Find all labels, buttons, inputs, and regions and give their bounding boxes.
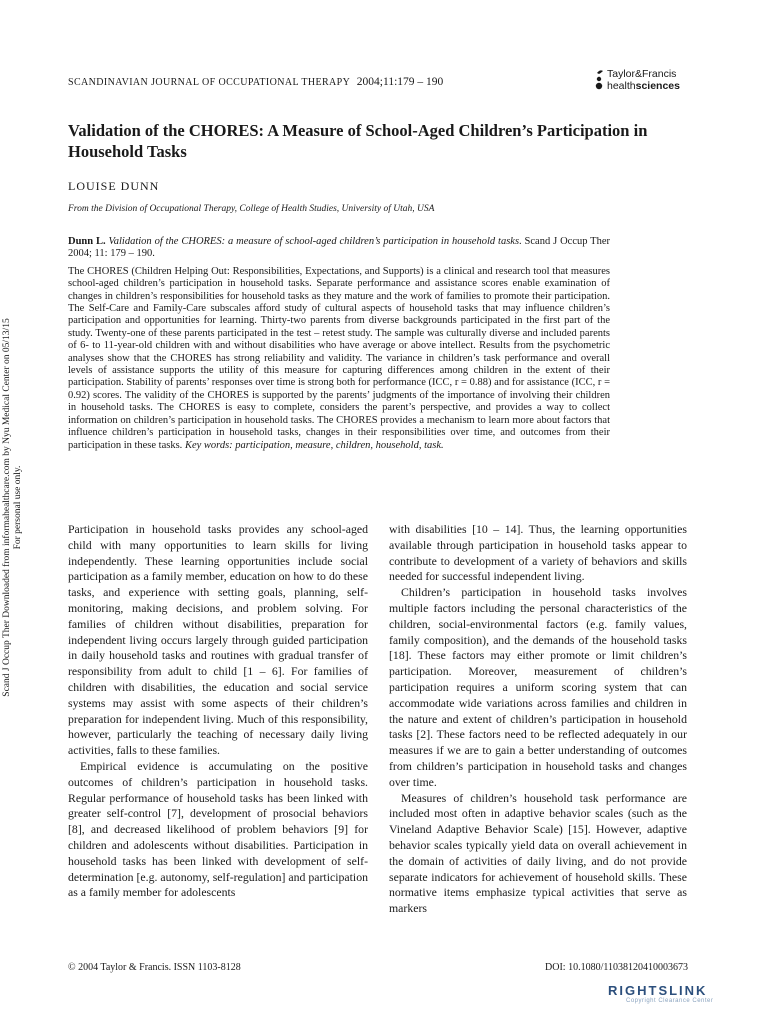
- body-column-right: [389, 522, 687, 917]
- download-watermark-line2: For personal use only.: [13, 465, 23, 550]
- publisher-name: Taylor&Francis: [607, 68, 677, 80]
- author-affiliation: From the Division of Occupational Therapy, College of Health Studies, University of Utah, USA: [68, 204, 435, 214]
- doi-link: DOI: 10.1080/11038120410003673: [545, 962, 688, 973]
- download-watermark-line1: Scand J Occup Ther Downloaded from informahealthcare.com by Nyu Medical Center on 05/13/15: [2, 318, 12, 697]
- journal-name: [68, 76, 443, 88]
- rightslink-wordmark: RIGHTSLINK: [608, 983, 708, 998]
- journal-title: SCANDINAVIAN JOURNAL OF OCCUPATIONAL THERAPY: [68, 77, 350, 88]
- rightslink-logo: [608, 983, 758, 1011]
- body-paragraph: Measures of children’s household task performance are included most often in adaptive behavior scales (such as the Vineland Adaptive Behavior Scale) [15]. However, adaptive behavior scales typically yield data on overall achievement in the domain of activities of daily living, and do not provide separate indicators for achievement of household skills. These normative items emphasize typical activities that serve as markers: [389, 790, 687, 916]
- publisher-imprint: healthsciences: [607, 80, 680, 92]
- download-watermark: [0, 295, 23, 725]
- abstract-keywords: Key words: participation, measure, children, household, task.: [184, 439, 444, 451]
- abstract: [68, 236, 610, 457]
- running-header: [68, 68, 688, 98]
- article-title: Validation of the CHORES: A Measure of School-Aged Children’s Participation in Household Tasks: [68, 121, 648, 161]
- body-paragraph: with disabilities [10 – 14]. Thus, the learning opportunities available through participation in household tasks appear to contribute to development of a variety of behaviors and skills needed for successful independent living.: [389, 522, 687, 584]
- article-author: LOUISE DUNN: [68, 179, 160, 193]
- abstract-body: The CHORES (Children Helping Out: Responsibilities, Expectations, and Supports) is a clinical and research tool that measures school-aged children’s participation in household tasks. Separate performance and assistance scores enable examination of changes in children’s responsibilities for household tasks as they mature and the work of families to promote their participation. The Self-Care and Family-Care subscales afford study of cultural aspects of household tasks that may influence children’s participation and opportunities for learning. Thirty-two parents from diverse backgrounds participated in the first part of the study. Twenty-one of these parents participated in the test – retest study. The sample was culturally diverse and included parents of 6- to 11-year-old children with and without disabilities who have average or above intellect. Results from the psychometric analyses show that the CHORES has strong reliability and validity. The variance in children’s task performance and overall levels of assistance supports the utility of this measure for capturing differences among children in the extent of their participation. Stability of parents’ responses over time is strong both for performance (ICC, r = 0.88) and for assistance (ICC, r = 0.92) scores. The validity of the CHORES is supported by the parents’ judgments of the importance of involving their children in household tasks. The CHORES is easy to complete, considers the parent’s perspective, and provides a way to collect information on children’s participation in household tasks. The CHORES provides a mechanism to learn more about factors that influence children’s participation in household tasks, changes in their responsibilities over time, and outcomes from their participation in these tasks. Key words: participation, measure, children, household, task.: [68, 265, 610, 451]
- body-paragraph: Empirical evidence is accumulating on the positive outcomes of children’s participation in household tasks. Regular performance of household tasks has been linked with greater self-control [7], development of prosocial behaviors [8], and decreased likelihood of problem behaviors [9] for children and adolescents without disabilities. Participation in household tasks has been linked with development of self-determination [e.g. autonomy, self-regulation] and participation as a family member for adolescents: [68, 758, 368, 900]
- publisher-logo-icon: [593, 68, 607, 90]
- abstract-citation: Dunn L. Validation of the CHORES: a measure of school-aged children’s participation in household tasks. Scand J Occup Ther 2004; 11: 179 – 190.: [68, 236, 610, 260]
- body-paragraph: Children’s participation in household tasks involves multiple factors including the personal characteristics of the children, social-environmental factors (e.g. family values, family composition), and the demands of the household tasks [18]. These factors may either promote or limit children’s participation. Moreover, measurement of children’s participation requires a uniform scoring system that can accommodate wide variations across families and children in the nature and extent of children’s participation in household tasks [2]. These factors need to be reflected adequately in our measures if we are to gain a better understanding of outcomes from children’s participation in household tasks and changes over time.: [389, 585, 687, 789]
- body-column-left: [68, 522, 368, 901]
- journal-citation: 2004;11:179 – 190: [356, 76, 444, 88]
- publisher-logo: [593, 68, 688, 94]
- body-paragraph: Participation in household tasks provides any school-aged child with many opportunities to learn skills for living independently. These learning opportunities include social participation as a family member, education on how to do these tasks, and experience with setting goals, planning, self-monitoring, making decisions, and problem solving. For families of children without disabilities, preparation for independent living occurs largely through guided participation in daily household tasks and routines with gradual transfer of responsibility from adult to child [1 – 6]. For families of children with disabilities, the education and social service systems may assist with some aspects of their children’s preparation for independent living. Much of this responsibility, however, particularly the teaching of necessary daily living activities, falls to these families.: [68, 522, 368, 758]
- copyright-notice: © 2004 Taylor & Francis. ISSN 1103-8128: [68, 962, 241, 973]
- rightslink-tagline: Copyright Clearance Center: [626, 998, 714, 1004]
